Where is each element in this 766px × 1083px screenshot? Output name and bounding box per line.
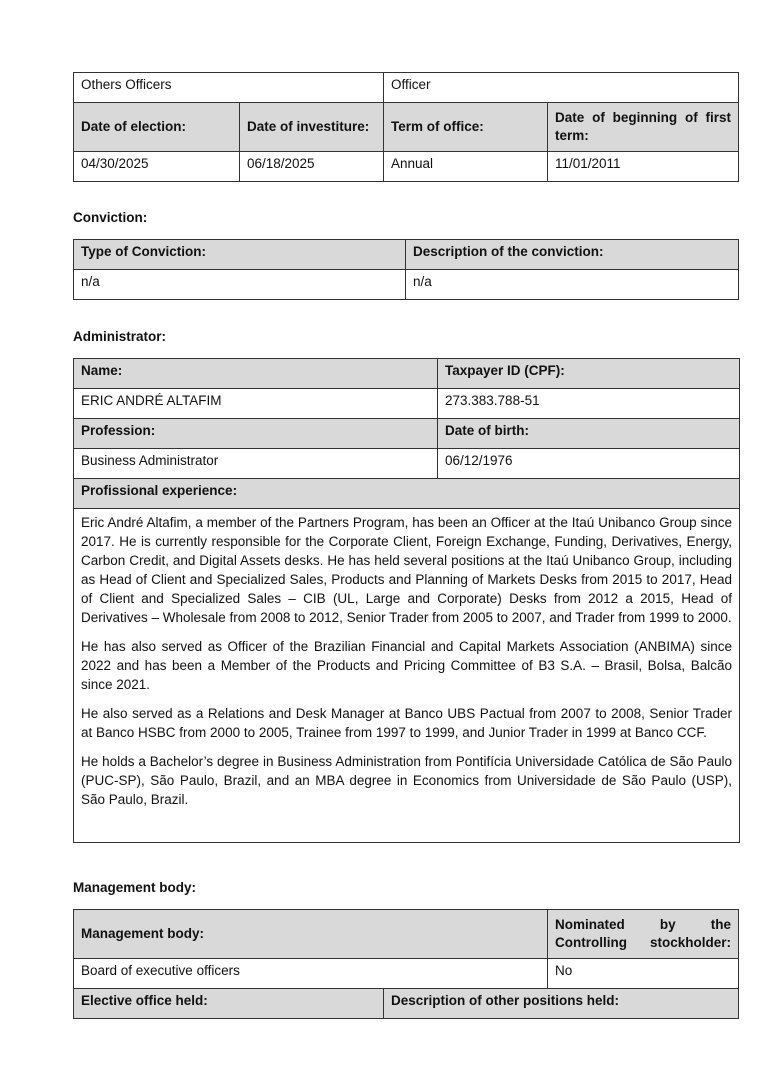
experience-text [74,509,740,843]
dob-value: 06/12/1976 [438,449,740,479]
date-of-election-header: Date of election: [74,103,240,152]
term-of-office-header: Term of office: [384,103,548,152]
experience-paragraph: He has also served as Officer of the Brazilian Financial and Capital Markets Association (ANBIMA) since 2022 and has been a Member of the Products and Pricing Committee of B3 S.A. – Brasil, Bolsa, Balcão since 2021. [81,639,732,692]
name-header: Name: [74,359,438,389]
experience-header: Profissional experience: [74,479,740,509]
date-first-term-header: Date of beginning of first term: [548,103,739,152]
experience-paragraph: He holds a Bachelor’s degree in Business Administration from Pontifícia Universidade Católica de São Paulo (PUC-SP), São Paulo, Brazil, and an MBA degree in Economics from Universidade de São Paulo (USP), São Paulo, Brazil. [81,754,732,807]
conviction-title: Conviction: [73,210,148,225]
conviction-type-header: Type of Conviction: [74,240,406,270]
administrator-title: Administrator: [73,329,167,344]
administrator-table [73,358,740,843]
officer-table [73,72,739,182]
nominated-value: No [548,959,739,989]
conviction-description-header: Description of the conviction: [406,240,739,270]
elective-office-header: Elective office held: [74,989,384,1019]
date-first-term-value: 11/01/2011 [548,152,739,182]
experience-paragraph: He also served as a Relations and Desk Manager at Banco UBS Pactual from 2007 to 2008, Senior Trader at Banco HSBC from 2000 to 2005, Trainee from 1997 to 1999, and Junior Trader in 1999 at Banco CCF. [81,706,732,740]
profession-header: Profession: [74,419,438,449]
experience-paragraph: Eric André Altafim, a member of the Partners Program, has been an Officer at the Itaú Unibanco Group since 2017. He is currently responsible for the Corporate Client, Foreign Exchange, Funding, Derivatives, Energy, Carbon Credit, and Digital Assets desks. He has held several positions at the Itaú Unibanco Group, including as Head of Client and Specialized Sales, Products and Planning of Markets Desks from 2015 to 2017, Head of Client and Specialized Sales – CIB (UL, Large and Corporate) Desks from 2012 a 2015, Head of Derivatives – Wholesale from 2008 to 2012, Senior Trader from 2005 to 2007, and Trader from 1999 to 2000. [81,515,732,625]
dob-header: Date of birth: [438,419,740,449]
conviction-table [73,239,739,300]
date-of-election-value: 04/30/2025 [74,152,240,182]
cpf-value: 273.383.788-51 [438,389,740,419]
position-cell: Officer [384,73,739,103]
term-of-office-value: Annual [384,152,548,182]
cpf-header: Taxpayer ID (CPF): [438,359,740,389]
other-positions-header: Description of other positions held: [384,989,739,1019]
conviction-type-value: n/a [74,270,406,300]
management-body-value: Board of executive officers [74,959,548,989]
date-of-investiture-header: Date of investiture: [240,103,384,152]
management-body-table [73,909,739,1019]
conviction-description-value: n/a [406,270,739,300]
position-type-cell: Others Officers [74,73,384,103]
profession-value: Business Administrator [74,449,438,479]
management-body-header: Management body: [74,910,548,959]
management-body-title: Management body: [73,880,197,895]
date-of-investiture-value: 06/18/2025 [240,152,384,182]
name-value: ERIC ANDRÉ ALTAFIM [74,389,438,419]
nominated-header: Nominated by the Controlling stockholder: [548,910,739,959]
